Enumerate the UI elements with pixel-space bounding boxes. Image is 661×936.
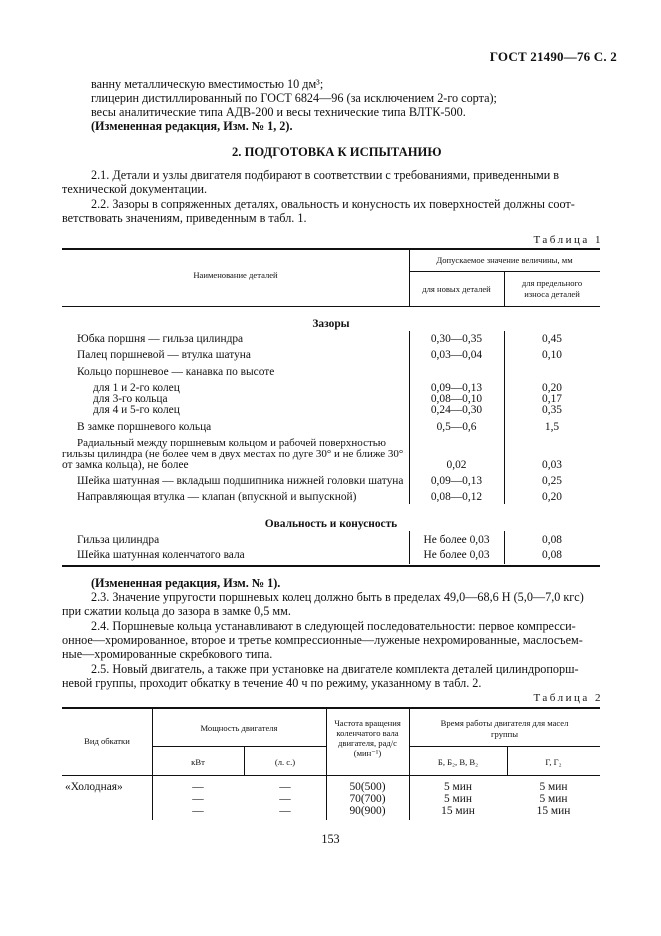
para-2-2-line1: 2.2. Зазоры в сопряженных деталях, овальность и конусность их поверхностей должны соот- (91, 197, 575, 211)
table2-col-speed: (мин⁻¹) (353, 748, 382, 758)
table1-row-name: Юбка поршня — гильза цилиндра (77, 333, 244, 345)
table1-row-limit: 0,08 (542, 534, 562, 546)
table2-subheader-rule (152, 746, 326, 747)
table1-row-new: 0,08—0,12 (430, 491, 483, 503)
table2-col-speed: двигателя, рад/с (338, 738, 397, 748)
table1-row-limit: 0,20 (542, 382, 562, 394)
table2-g: 5 мин (539, 781, 568, 793)
table1-row-new: 0,02 (446, 459, 467, 471)
table1-row-limit: 0,10 (542, 349, 562, 361)
table1-row-name: Кольцо поршневое — канавка по высоте (77, 366, 275, 378)
para-2-2-line2: ветствовать значениям, приведенным в табл. 1. (62, 211, 307, 225)
table2-subheader-rule (409, 746, 600, 747)
table1-row-name: Радиальный между поршневым кольцом и рабочей поверхностью (77, 437, 386, 449)
para-2-3-line1: 2.3. Значение упругости поршневых колец должно быть в пределах 49,0—68,6 Н (5,0—7,0 кгс) (91, 590, 584, 604)
table2-col-kw: кВт (191, 757, 205, 767)
intro-note: (Измененная редакция, Изм. № 1, 2). (91, 119, 293, 133)
table1-row-name: гильзы цилиндра (не более чем в двух местах по дуге 30° и не ближе 30° (62, 448, 404, 460)
table2-col-speed: Частота вращения (334, 718, 401, 728)
table1-row-name: Палец поршневой — втулка шатуна (77, 349, 251, 361)
table2-speed: 90(900) (349, 805, 386, 817)
table1-top-rule (62, 248, 600, 250)
table1-row-limit: 1,5 (544, 421, 560, 433)
table1-row-limit: 0,17 (542, 393, 562, 405)
table1-bottom-rule (62, 565, 600, 567)
para-2-1-line1: 2.1. Детали и узлы двигателя подбирают в соответствии с требованиями, приведенными в (91, 168, 560, 182)
table1-row-new: 0,30—0,35 (430, 333, 483, 345)
table1-row-name: от замка кольца), не более (62, 459, 189, 471)
table2-g: 15 мин (536, 805, 571, 817)
table2-kw: — (192, 793, 204, 805)
table2-b: 5 мин (444, 793, 472, 805)
table1-row-name: Шейка шатунная — вкладыш подшипника нижней головки шатуна (77, 475, 404, 487)
table1-row-limit: 0,45 (542, 333, 562, 345)
intro-line: весы аналитические типа АДВ-200 и весы технические типа ВЛТК-500. (91, 105, 466, 119)
table1-row-new: Не более 0,03 (423, 549, 490, 561)
table1-row-name: Шейка шатунная коленчатого вала (77, 549, 245, 561)
table1-row-new: 0,09—0,13 (430, 475, 483, 487)
table2-col-g: Г, Г₂ (545, 757, 562, 767)
table2-col-b: Б, Б₂, В, В₂ (437, 757, 479, 767)
table2-b: 15 мин (441, 805, 475, 817)
table2-g: 5 мин (539, 793, 568, 805)
page-number: 153 (321, 832, 340, 846)
table1-row-new: 0,09—0,13 (430, 382, 483, 394)
table2-speed: 50(500) (349, 781, 386, 793)
table2-header-rule (62, 775, 600, 776)
table2-col-power: Мощность двигателя (200, 723, 278, 733)
table2-kw: — (192, 781, 204, 793)
table1-row-name: Направляющая втулка — клапан (впускной и выпускной) (77, 491, 357, 503)
table1-row-name: для 3-го кольца (93, 393, 168, 405)
table2-col-time: Время работы двигателя для масел (440, 718, 569, 728)
table1-section-gaps: Зазоры (312, 318, 350, 330)
table1-col-limit: износа деталей (524, 289, 580, 299)
table2-col-type: Вид обкатки (84, 736, 130, 746)
para-2-1-line2: технической документации. (62, 182, 208, 196)
table2-b: 5 мин (444, 781, 472, 793)
intro-line: ванну металлическую вместимостью 10 дм³; (91, 77, 324, 91)
section-title: 2. ПОДГОТОВКА К ИСПЫТАНИЮ (232, 145, 442, 159)
table1-row-name: Гильза цилиндра (77, 534, 160, 546)
table2-col-speed: коленчатого вала (336, 728, 399, 738)
table2-top-rule (62, 707, 600, 709)
table1-row-limit: 0,20 (542, 491, 562, 503)
intro-line: глицерин дистиллированный по ГОСТ 6824—96 (за исключением 2-го сорта); (91, 91, 497, 105)
para-2-5-line2: невой группы, проходит обкатку в течение 40 ч по режиму, указанному в табл. 2. (62, 676, 482, 690)
table1-col-limit: для предельного (521, 278, 583, 288)
table2-hp: — (279, 781, 291, 793)
table1-row-name: для 4 и 5-го колец (93, 404, 180, 416)
table1-row-limit: 0,35 (542, 404, 562, 416)
page-header: ГОСТ 21490—76 С. 2 (489, 49, 617, 64)
table2-hp: — (279, 805, 291, 817)
table1-row-new: 0,5—0,6 (436, 421, 477, 433)
table1-row-limit: 0,25 (542, 475, 562, 487)
table2-col-time: группы (491, 729, 518, 739)
table2-row-label: «Холодная» (65, 781, 123, 793)
table1-row-limit: 0,08 (542, 549, 562, 561)
table2-speed: 70(700) (349, 793, 386, 805)
table2-caption: Таблица 2 (533, 692, 603, 704)
table1-header-rule (62, 306, 600, 307)
note-after-table1: (Измененная редакция, Изм. № 1). (91, 576, 281, 590)
table1-row-name: В замке поршневого кольца (77, 421, 212, 433)
table1-row-new: 0,03—0,04 (430, 349, 483, 361)
table1-caption: Таблица 1 (533, 234, 603, 246)
para-2-5-line1: 2.5. Новый двигатель, а также при установке на двигателе комплекта деталей цилиндропорш- (91, 662, 579, 676)
table1-col-name: Наименование деталей (193, 270, 278, 280)
table1-col-new: для новых деталей (422, 284, 491, 294)
para-2-4-line3: ные—хромированные скребкового типа. (62, 647, 273, 661)
table1-row-new: Не более 0,03 (423, 534, 490, 546)
table1-section-oval: Овальность и конусность (264, 518, 398, 530)
table1-row-new: 0,08—0,10 (430, 393, 483, 405)
table1-row-new: 0,24—0,30 (430, 404, 483, 416)
table1-col-allowed: Допускаемое значение величины, мм (436, 255, 573, 265)
table2-hp: — (279, 793, 291, 805)
table2-kw: — (192, 805, 204, 817)
table1-row-limit: 0,03 (542, 459, 562, 471)
para-2-4-line1: 2.4. Поршневые кольца устанавливают в следующей последовательности: первое компресси- (91, 619, 576, 633)
table2-col-hp: (л. с.) (274, 757, 296, 767)
para-2-3-line2: при сжатии кольца до зазора в замке 0,5 мм. (62, 604, 291, 618)
table1-row-name: для 1 и 2-го колец (93, 382, 180, 394)
para-2-4-line2: онное—хромированное, второе и третье компрессионные—луженые нехромированные, маслосъем- (62, 633, 583, 647)
